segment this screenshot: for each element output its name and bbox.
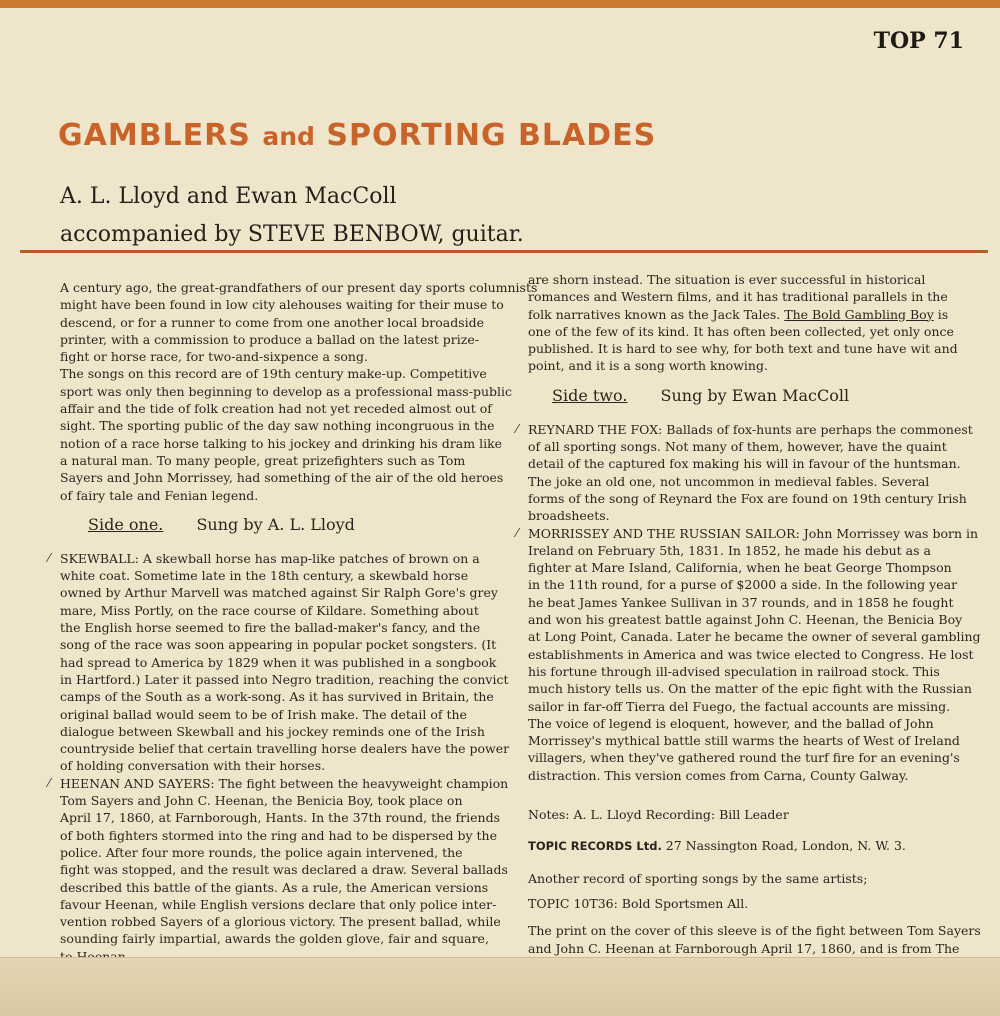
artist-credits: [60, 178, 524, 254]
side-two-label: Side two.: [552, 385, 628, 405]
note-line-tail: is: [933, 306, 949, 322]
note-line: his fortune through ill-advised speculation in railroad stock. This: [528, 663, 940, 679]
tick-mark: ⁄: [516, 525, 519, 540]
note-line: published. It is hard to see why, for both text and tune have wit and: [528, 341, 958, 357]
title-and: and: [262, 122, 315, 151]
note-line: of all sporting songs. Not many of them, however, have the quaint: [528, 439, 947, 455]
right-column: [516, 271, 981, 991]
intro-line: descend, or for a runner to come from one another local broadside: [60, 314, 485, 330]
artist-line-1: A. L. Lloyd and Ewan MacColl: [60, 184, 397, 209]
record-company-address: 27 Nassington Road, London, N. W. 3.: [661, 838, 906, 854]
skewball-note: [48, 550, 510, 775]
note-line: The print on the cover of this sleeve is of the fight between Tom Sayers: [528, 923, 981, 939]
note-line: of holding conversation with their horses.: [60, 758, 326, 774]
note-line: April 17, 1860, at Farnborough, Hants. In the 37th round, the friends: [60, 810, 501, 826]
note-line: and won his greatest battle against John C. Heenan, the Benicia Boy: [528, 612, 963, 628]
intro-line: printer, with a commission to produce a ballad on the latest prize-: [60, 331, 479, 347]
note-line: fighter at Mare Island, California, when he beat George Thompson: [528, 560, 952, 576]
note-line: MORRISSEY AND THE RUSSIAN SAILOR: John Morrissey was born in: [528, 525, 979, 541]
note-line: much history tells us. On the matter of the epic fight with the Russian: [528, 681, 972, 697]
intro-line: notion of a race horse talking to his jockey and drinking his dram like: [60, 435, 503, 451]
morrissey-note: [516, 525, 981, 784]
header-rule: [20, 250, 988, 253]
note-line: sailor in far-off Tierra del Fuego, the factual accounts are missing.: [528, 698, 951, 714]
note-line: SKEWBALL: A skewball horse has map-like patches of brown on a: [60, 550, 480, 566]
note-line: romances and Western films, and it has traditional parallels in the: [528, 289, 948, 305]
tick-mark: ⁄: [48, 550, 51, 565]
gambling-boy-note-end: [528, 271, 968, 375]
note-line: he beat James Yankee Sullivan in 37 rounds, and in 1858 he fought: [528, 594, 954, 610]
note-line: favour Heenan, while English versions declare that only police inter-: [60, 896, 497, 912]
intro-line: Sayers and John Morrissey, had something of the air of the old heroes: [60, 470, 504, 486]
side-two-singer: Sung by Ewan MacColl: [660, 385, 850, 405]
album-title: [58, 118, 656, 153]
note-line: Ireland on February 5th, 1831. In 1852, he made his debut as a: [528, 542, 931, 558]
note-line: establishments in America and was twice elected to Congress. He lost: [528, 646, 974, 662]
intro-line: sport was only then beginning to develop as a professional mass-public: [60, 383, 512, 399]
note-line-text: folk narratives known as the Jack Tales.: [528, 306, 781, 322]
title-gamblers: GAMBLERS: [58, 118, 251, 153]
tick-mark: ⁄: [48, 775, 51, 790]
another-record-note: Another record of sporting songs by the same artists;: [528, 870, 868, 886]
note-line: owned by Arthur Marvell was matched against Sir Ralph Gore's grey: [60, 585, 498, 601]
note-line: forms of the song of Reynard the Fox are found on 19th century Irish: [528, 490, 967, 506]
intro-line: The songs on this record are of 19th century make-up. Competitive: [60, 366, 487, 382]
intro-text: [60, 279, 538, 504]
note-line: and John C. Heenan at Farnborough April 17, 1860, and is from The: [528, 940, 960, 956]
side-one-singer: Sung by A. L. Lloyd: [196, 514, 355, 534]
catalog-number: TOP 71: [873, 28, 964, 54]
record-company-line: [528, 837, 968, 855]
sleeve-bottom-flap: [0, 957, 1000, 1016]
note-line: one of the few of its kind. It has often been collected, yet only once: [528, 323, 954, 339]
record-company-name: TOPIC RECORDS Ltd.: [528, 839, 662, 854]
note-line: countryside belief that certain travelling horse dealers have the power: [60, 741, 510, 757]
note-line: fight was stopped, and the result was declared a draw. Several ballads: [60, 862, 508, 878]
note-line: police. After four more rounds, the police again intervened, the: [60, 844, 463, 860]
note-line: Morrissey's mythical battle still warms the hearts of West of Ireland: [528, 733, 960, 749]
note-line: dialogue between Skewball and his jockey reminds one of the Irish: [60, 723, 485, 739]
note-line: the English horse seemed to fire the ballad-maker's fancy, and the: [60, 620, 481, 636]
tick-mark: ⁄: [516, 421, 519, 436]
intro-line: might have been found in low city alehouses waiting for their muse to: [60, 297, 504, 313]
note-line: mare, Miss Portly, on the race course of Kildare. Something about: [60, 602, 479, 618]
note-line: of both fighters stormed into the ring and had to be dispersed by the: [60, 827, 497, 843]
reynard-note: [516, 421, 973, 525]
note-line: original ballad would seem to be of Irish make. The detail of the: [60, 706, 467, 722]
intro-line: sight. The sporting public of the day saw nothing incongruous in the: [60, 418, 495, 434]
topic-reference: TOPIC 10T36: Bold Sportsmen All.: [528, 895, 749, 911]
note-line: The voice of legend is eloquent, however, and the ballad of John: [528, 715, 934, 731]
note-line: white coat. Sometime late in the 18th century, a skewbald horse: [60, 568, 469, 584]
notes-credit: Notes: A. L. Lloyd Recording: Bill Leader: [528, 807, 789, 823]
note-line: in Hartford.) Later it passed into Negro tradition, reaching the convict: [60, 671, 509, 687]
intro-line: a natural man. To many people, great prizefighters such as Tom: [60, 452, 466, 468]
title-sporting-blades: SPORTING BLADES: [326, 118, 657, 153]
note-line: camps of the South as a work-song. As it has survived in Britain, the: [60, 689, 494, 705]
intro-line: A century ago, the great-grandfathers of our present day sports columnists: [60, 280, 538, 295]
note-line: distraction. This version comes from Carna, County Galway.: [528, 767, 909, 783]
note-line: sounding fairly impartial, awards the golden glove, fair and square,: [60, 931, 489, 947]
side-one-label: Side one.: [88, 514, 164, 534]
note-line: are shorn instead. The situation is ever successful in historical: [528, 272, 926, 287]
song-title-underlined: The Bold Gambling Boy: [784, 306, 934, 322]
note-line: detail of the captured fox making his will in favour of the huntsman.: [528, 456, 961, 472]
note-line: song of the race was soon appearing in popular pocket songsters. (It: [60, 637, 497, 653]
left-column: [48, 279, 538, 1000]
side-one-heading: [88, 514, 498, 536]
note-line: broadsheets.: [528, 508, 610, 524]
artist-line-2: accompanied by STEVE BENBOW, guitar.: [60, 222, 524, 247]
note-line: Tom Sayers and John C. Heenan, the Benicia Boy, took place on: [60, 793, 463, 809]
note-line: HEENAN AND SAYERS: The fight between the heavyweight champion: [60, 775, 509, 791]
note-line: at Long Point, Canada. Later he became the owner of several gambling: [528, 629, 981, 645]
note-line: The joke an old one, not uncommon in medieval fables. Several: [528, 473, 930, 489]
side-two-heading: [552, 385, 968, 407]
note-line: villagers, when they've gathered round the turf fire for an evening's: [528, 750, 960, 766]
note-line: point, and it is a song worth knowing.: [528, 358, 768, 374]
note-line: [528, 306, 968, 323]
intro-line: fight or horse race, for two-and-sixpence a song.: [60, 349, 368, 365]
intro-line: of fairy tale and Fenian legend.: [60, 487, 259, 503]
note-line: had spread to America by 1829 when it was published in a songbook: [60, 654, 497, 670]
note-line: REYNARD THE FOX: Ballads of fox-hunts are perhaps the commonest: [528, 421, 973, 437]
note-line: described this battle of the giants. As a rule, the American versions: [60, 879, 489, 895]
note-line: vention robbed Sayers of a glorious victory. The present ballad, while: [60, 914, 501, 930]
note-line: in the 11th round, for a purse of $2000 a side. In the following year: [528, 577, 958, 593]
intro-line: affair and the tide of folk creation had not yet receded almost out of: [60, 401, 492, 417]
heenan-note: [48, 775, 509, 965]
